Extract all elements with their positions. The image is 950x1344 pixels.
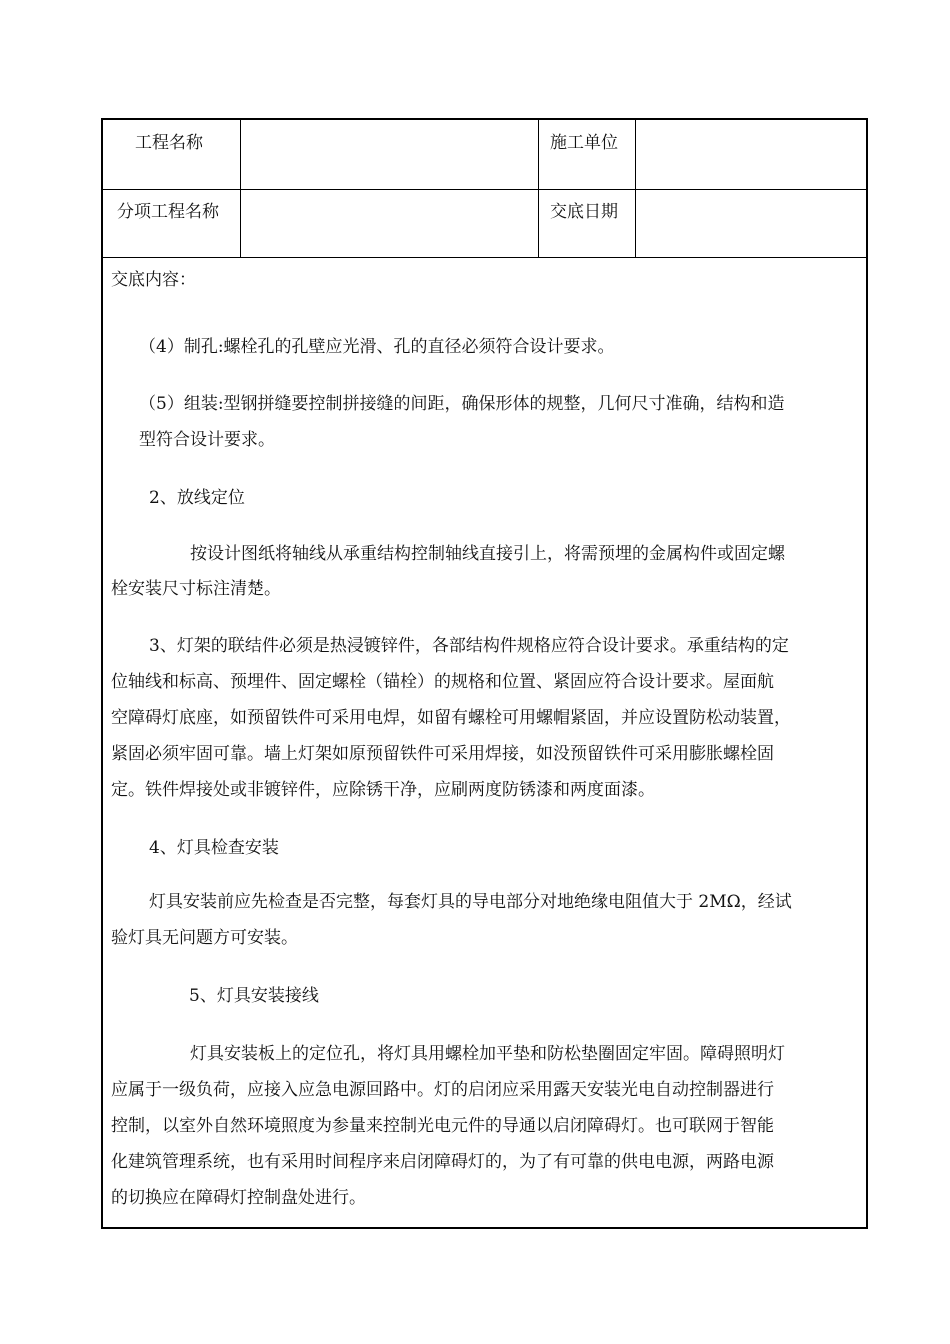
sub-project-label: 分项工程名称 [117,202,219,222]
paragraph-drilling: （4）制孔:螺栓孔的孔壁应光滑、孔的直径必须符合设计要求。 [139,337,615,357]
row-divider-2 [103,257,866,258]
paragraph-wiring-line-2: 应属于一级负荷，应接入应急电源回路中。灯的启闭应采用露天安装光电自动控制器进行 [111,1080,774,1100]
disclosure-form [101,118,868,1229]
heading-lamp-inspection: 4、灯具检查安装 [149,838,279,858]
col-divider-3 [635,120,636,257]
heading-layout-positioning: 2、放线定位 [149,488,245,508]
col-divider-2 [538,120,539,257]
paragraph-layout-line-1: 按设计图纸将轴线从承重结构控制轴线直接引上，将需预埋的金属构件或固定螺 [190,544,785,564]
paragraph-inspection-line-2: 验灯具无问题方可安装。 [111,928,298,948]
paragraph-lamp-frame-line-4: 紧固必须牢固可靠。墙上灯架如原预留铁件可采用焊接，如没预留铁件可采用膨胀螺栓固 [111,744,774,764]
paragraph-assembly-line-1: （5）组装:型钢拼缝要控制拼接缝的间距，确保形体的规整，几何尺寸准确，结构和造 [139,394,785,414]
paragraph-assembly-line-2: 型符合设计要求。 [139,430,275,450]
paragraph-wiring-line-5: 的切换应在障碍灯控制盘处进行。 [111,1188,366,1208]
paragraph-wiring-line-3: 控制，以室外自然环境照度为参量来控制光电元件的导通以启闭障碍灯。也可联网于智能 [111,1116,774,1136]
paragraph-lamp-frame-line-2: 位轴线和标高、预埋件、固定螺栓（锚栓）的规格和位置、紧固应符合设计要求。屋面航 [111,672,774,692]
col-divider-1 [240,120,241,257]
paragraph-wiring-line-4: 化建筑管理系统，也有采用时间程序来启闭障碍灯的，为了有可靠的供电电源，两路电源 [111,1152,774,1172]
paragraph-layout-line-2: 栓安装尺寸标注清楚。 [111,579,281,599]
paragraph-lamp-frame-line-3: 空障碍灯底座，如预留铁件可采用电焊，如留有螺栓可用螺帽紧固，并应设置防松动装置， [111,708,791,728]
row-divider-1 [103,189,866,190]
heading-lamp-wiring: 5、灯具安装接线 [189,986,319,1006]
contractor-label: 施工单位 [550,133,618,153]
paragraph-lamp-frame-line-5: 定。铁件焊接处或非镀锌件，应除锈干净，应刷两度防锈漆和两度面漆。 [111,780,655,800]
paragraph-inspection-line-1: 灯具安装前应先检查是否完整，每套灯具的导电部分对地绝缘电阻值大于 2MΩ，经试 [149,892,792,912]
content-title: 交底内容： [111,270,196,290]
paragraph-wiring-line-1: 灯具安装板上的定位孔，将灯具用螺栓加平垫和防松垫圈固定牢固。障碍照明灯 [190,1044,785,1064]
project-name-label: 工程名称 [135,133,203,153]
date-label: 交底日期 [550,202,618,222]
paragraph-lamp-frame-line-1: 3、灯架的联结件必须是热浸镀锌件，各部结构件规格应符合设计要求。承重结构的定 [149,636,789,656]
